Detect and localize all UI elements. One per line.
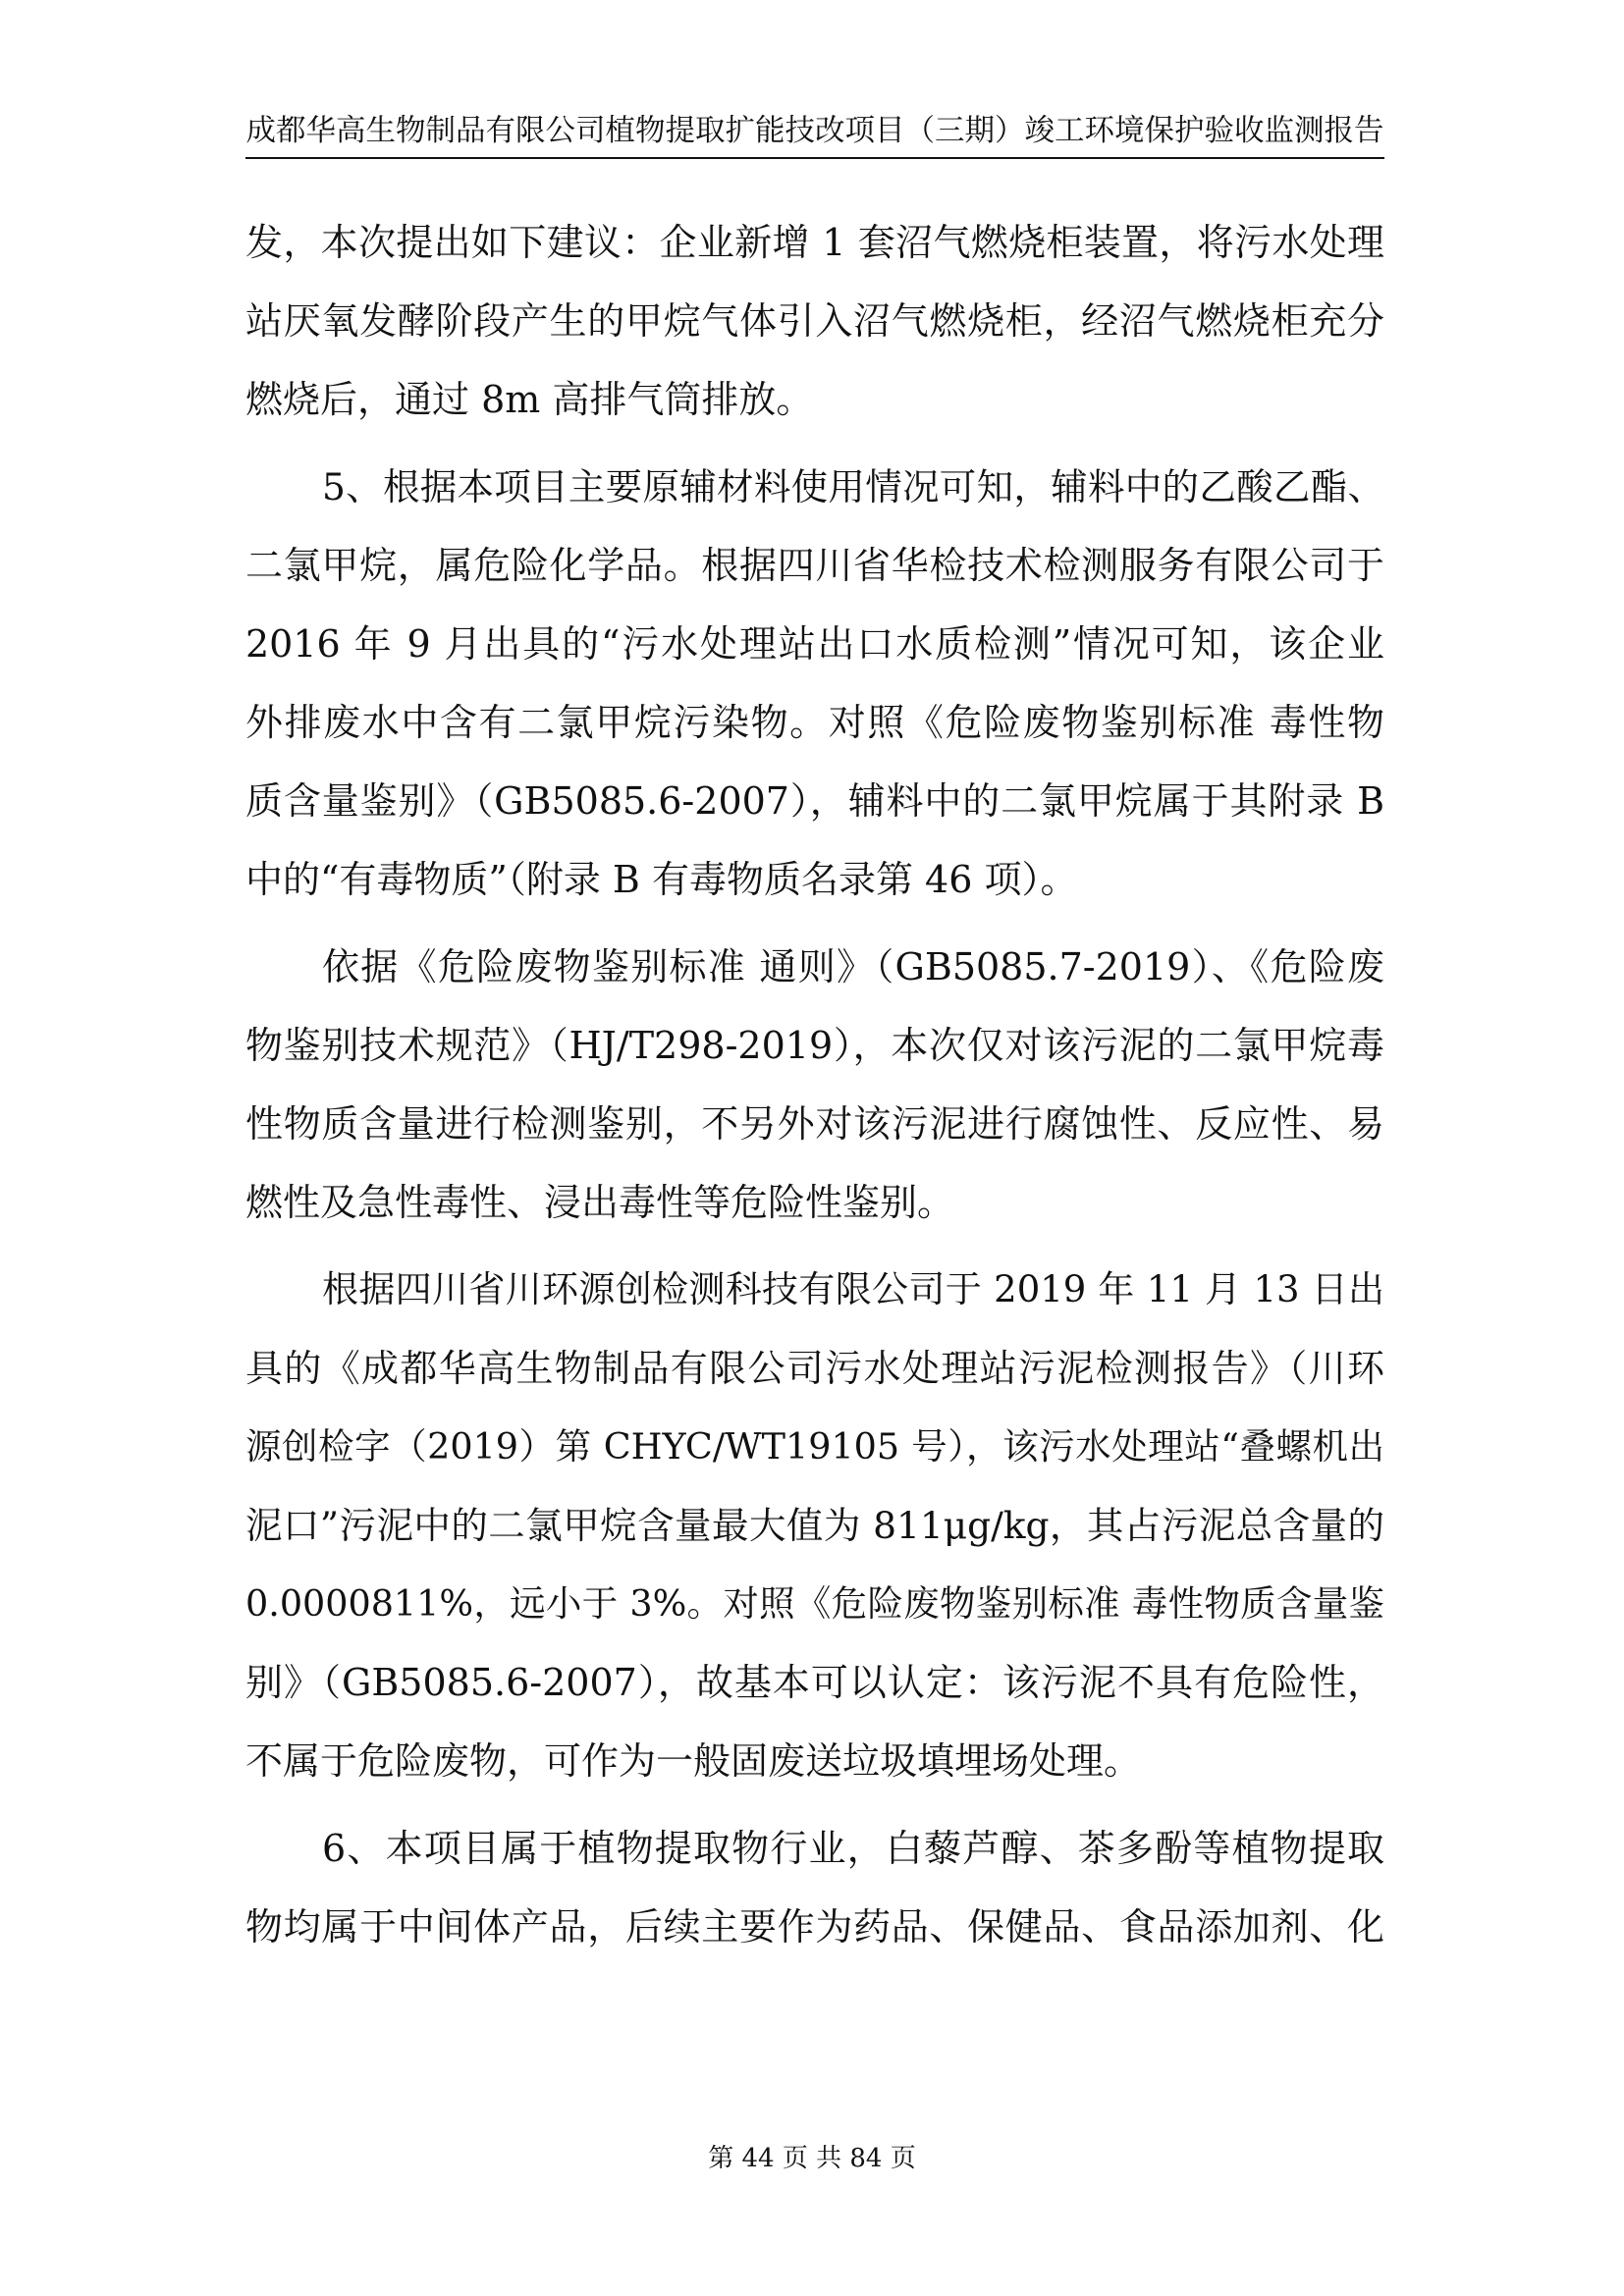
text-line: 2016 年 9 月出具的“污水处理站出口水质检测”情况可知，该企业 — [245, 622, 1384, 666]
paragraph-gap — [245, 1247, 1384, 1255]
text-line: 质含量鉴别》（GB5085.6-2007），辅料中的二氯甲烷属于其附录 B — [245, 779, 1384, 823]
text-line: 外排废水中含有二氯甲烷污染物。对照《危险废物鉴别标准 毒性物 — [245, 701, 1384, 744]
text-line: 依据《危险废物鉴别标准 通则》（GB5085.7-2019）、《危险废 — [322, 945, 1384, 988]
paragraph-gap — [245, 1805, 1384, 1814]
text-line: 中的“有毒物质”（附录 B 有毒物质名录第 46 项）。 — [245, 858, 1078, 901]
paragraph-item-5 — [245, 453, 1384, 924]
text-line: 源创检字（2019）第 CHYC/WT19105 号），该污水处理站“叠螺机出 — [245, 1425, 1384, 1468]
text-line: 燃烧后，通过 8m 高排气筒排放。 — [245, 378, 814, 421]
page-number: 第 44 页 共 84 页 — [708, 2144, 916, 2173]
paragraph-gap — [245, 924, 1384, 933]
text-line: 具的《成都华高生物制品有限公司污水处理站污泥检测报告》（川环 — [245, 1347, 1384, 1390]
text-line: 0.0000811%，远小于 3%。对照《危险废物鉴别标准 毒性物质含量鉴 — [245, 1582, 1384, 1625]
text-line: 不属于危险废物，可作为一般固废送垃圾填埋场处理。 — [245, 1739, 1142, 1783]
text-line: 燃性及急性毒性、浸出毒性等危险性鉴别。 — [245, 1181, 955, 1224]
page-header-title: 成都华高生物制品有限公司植物提取扩能技改项目（三期）竣工环境保护验收监测报告 — [245, 114, 1384, 148]
text-line: 物鉴别技术规范》（HJ/T298-2019），本次仅对该污泥的二氯甲烷毒 — [245, 1024, 1384, 1067]
text-line: 根据四川省川环源创检测科技有限公司于 2019 年 11 月 13 日出 — [322, 1268, 1384, 1310]
text-line: 泥口”污泥中的二氯甲烷含量最大值为 811μg/kg，其占污泥总含量的 — [245, 1504, 1384, 1547]
body-text — [245, 208, 1384, 1971]
paragraph-continuation — [245, 208, 1384, 444]
text-line: 6、本项目属于植物提取物行业，白藜芦醇、茶多酚等植物提取 — [322, 1827, 1384, 1870]
text-line: 发，本次提出如下建议：企业新增 1 套沼气燃烧柜装置，将污水处理 — [245, 221, 1384, 264]
text-line: 二氯甲烷，属危险化学品。根据四川省华检技术检测服务有限公司于 — [245, 544, 1384, 587]
paragraph-test-report — [245, 1255, 1384, 1805]
paragraph-basis — [245, 933, 1384, 1247]
text-line: 物均属于中间体产品，后续主要作为药品、保健品、食品添加剂、化 — [245, 1905, 1384, 1949]
text-line: 站厌氧发酵阶段产生的甲烷气体引入沼气燃烧柜，经沼气燃烧柜充分 — [245, 299, 1384, 343]
header-rule — [245, 157, 1384, 159]
text-line: 性物质含量进行检测鉴别，不另外对该污泥进行腐蚀性、反应性、易 — [245, 1102, 1384, 1146]
text-line: 别》（GB5085.6-2007），故基本可以认定：该污泥不具有危险性， — [245, 1661, 1384, 1704]
paragraph-gap — [245, 444, 1384, 453]
text-line: 5、根据本项目主要原辅材料使用情况可知，辅料中的乙酸乙酯、 — [322, 465, 1384, 508]
paragraph-item-6 — [245, 1814, 1384, 1971]
